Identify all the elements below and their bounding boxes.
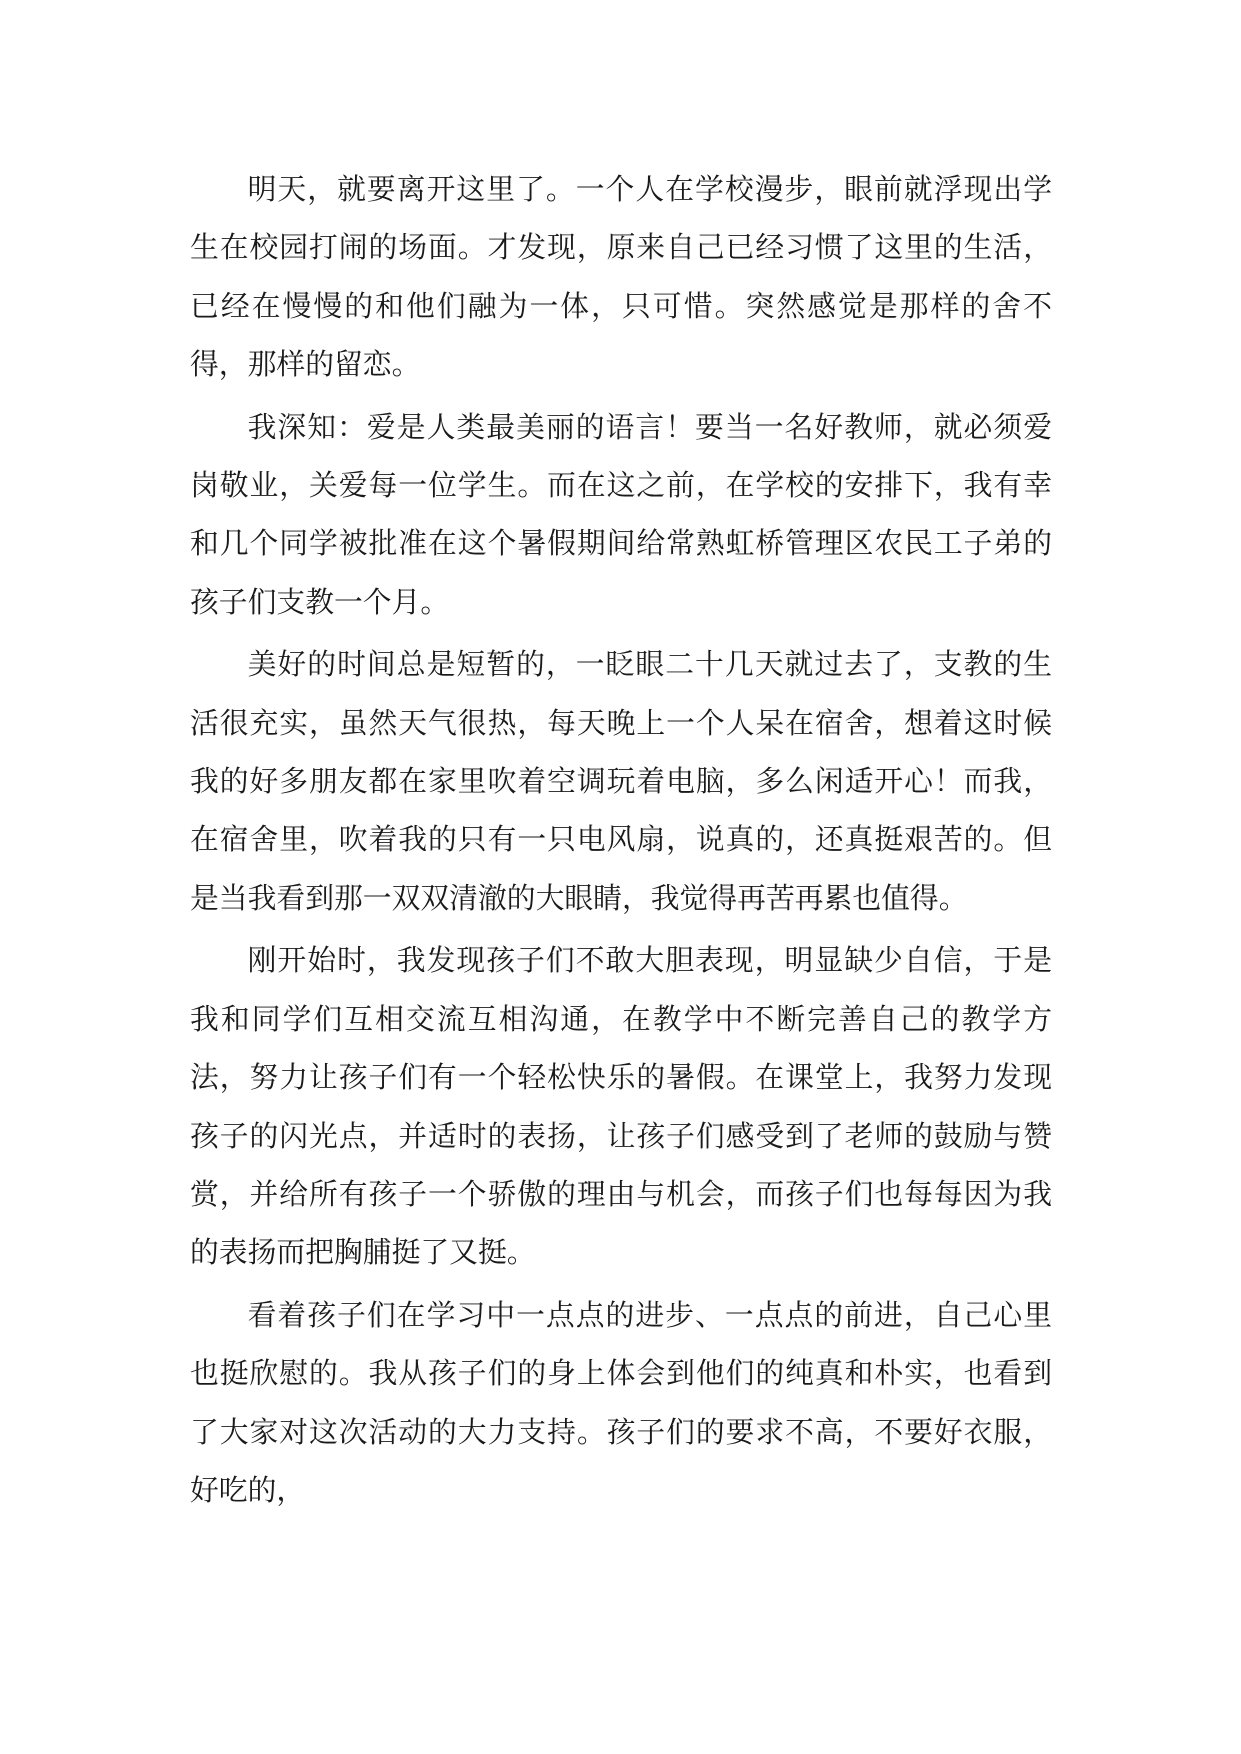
paragraph-1: 明天，就要离开这里了。一个人在学校漫步，眼前就浮现出学生在校园打闹的场面。才发现，原来自己已经习惯了这里的生活，已经在慢慢的和他们融为一体，只可惜。突然感觉是那样的舍不得，那样的留恋。 bbox=[190, 172, 1052, 382]
document-body bbox=[190, 160, 1052, 1523]
paragraph-3: 美好的时间总是短暂的，一眨眼二十几天就过去了，支教的生活很充实，虽然天气很热，每天晚上一个人呆在宿舍，想着这时候我的好多朋友都在家里吹着空调玩着电脑，多么闲适开心！而我，在宿舍里，吹着我的只有一只电风扇，说真的，还真挺艰苦的。但是当我看到那一双双清澈的大眼睛，我觉得再苦再累也值得。 bbox=[190, 647, 1052, 915]
paragraph-2: 我深知：爱是人类最美丽的语言！要当一名好教师，就必须爱岗敬业，关爱每一位学生。而在这之前，在学校的安排下，我有幸和几个同学被批准在这个暑假期间给常熟虹桥管理区农民工子弟的孩子们支教一个月。 bbox=[190, 409, 1052, 619]
paragraph-5: 看着孩子们在学习中一点点的进步、一点点的前进，自己心里也挺欣慰的。我从孩子们的身上体会到他们的纯真和朴实，也看到了大家对这次活动的大力支持。孩子们的要求不高，不要好衣服，好吃的， bbox=[190, 1297, 1052, 1507]
paragraph-4: 刚开始时，我发现孩子们不敢大胆表现，明显缺少自信，于是我和同学们互相交流互相沟通，在教学中不断完善自己的教学方法，努力让孩子们有一个轻松快乐的暑假。在课堂上，我努力发现孩子的闪光点，并适时的表扬，让孩子们感受到了老师的鼓励与赞赏，并给所有孩子一个骄傲的理由与机会，而孩子们也每每因为我的表扬而把胸脯挺了又挺。 bbox=[190, 943, 1052, 1270]
